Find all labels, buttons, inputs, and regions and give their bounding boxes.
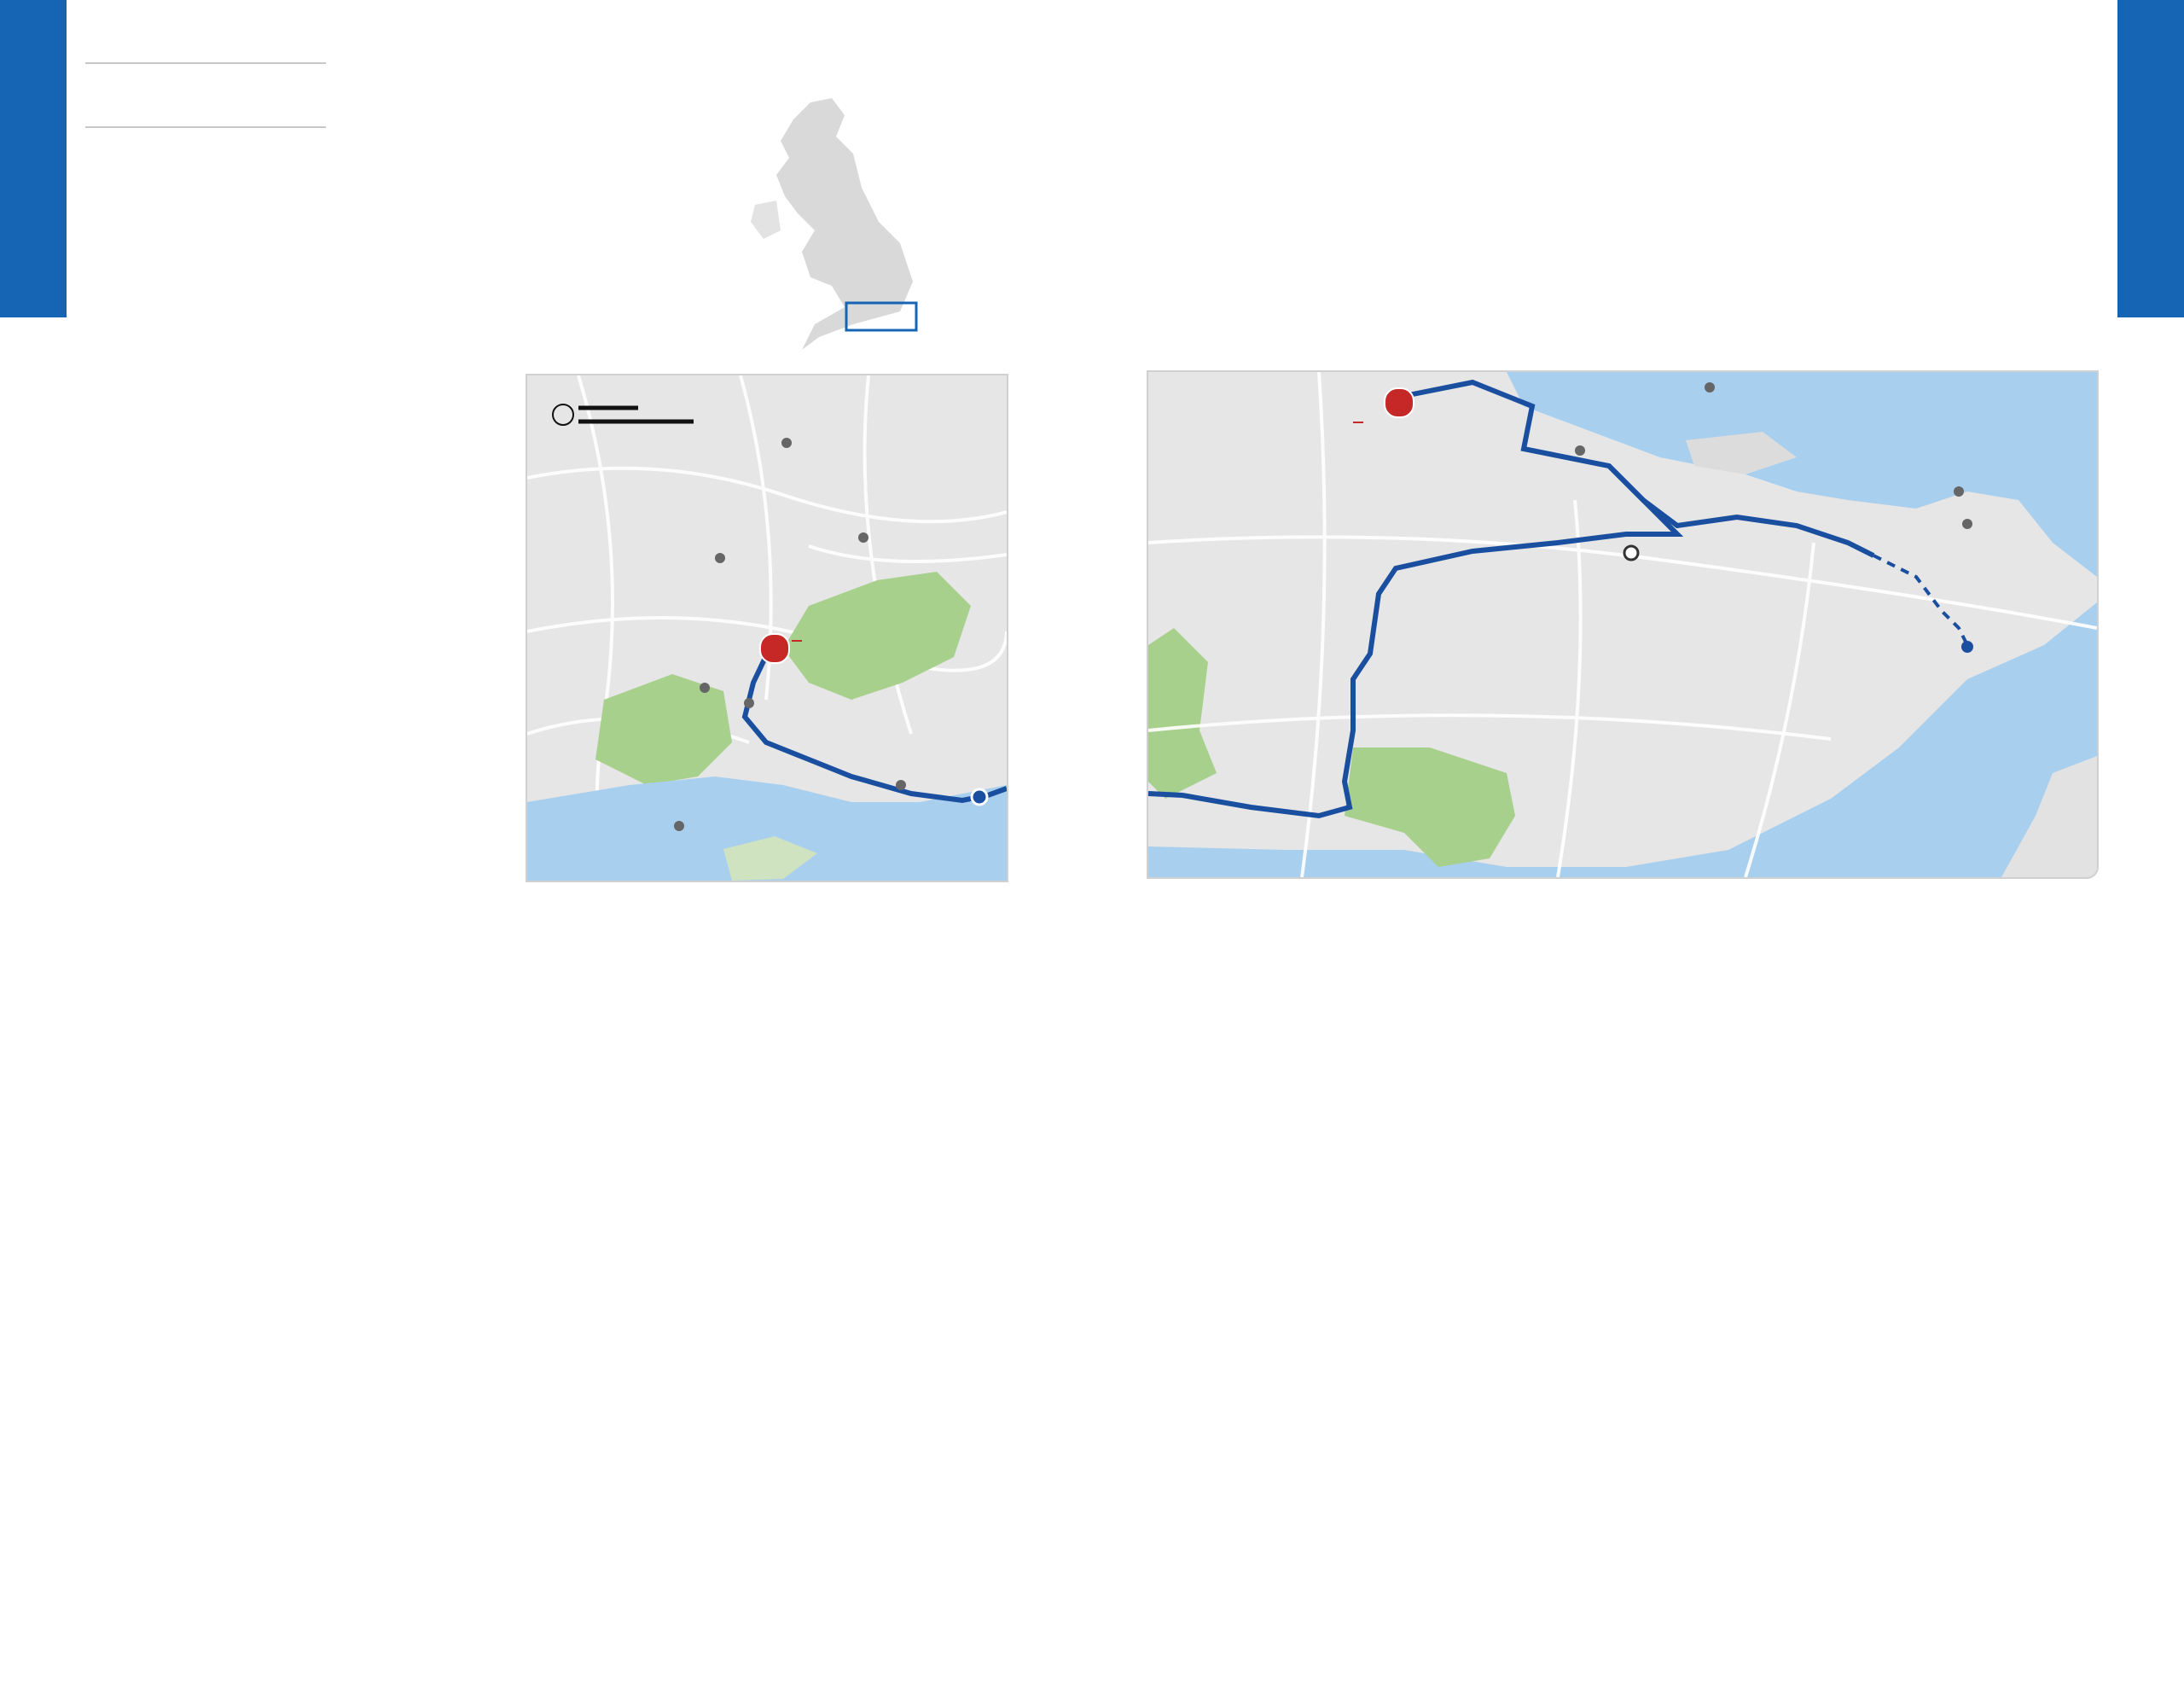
- map-stop-1: [1384, 387, 1414, 418]
- channel-sea: [1148, 602, 2097, 877]
- uk-locator-map: [751, 94, 930, 350]
- south-downs-park: [783, 572, 971, 700]
- right-side-tab: [2117, 0, 2184, 317]
- map-stop-4: [759, 633, 790, 664]
- map-east: [1147, 370, 2099, 879]
- header-rule-bottom: [85, 126, 326, 128]
- map-west: [526, 374, 1008, 882]
- new-forest-park: [595, 674, 732, 785]
- friston-forest-park: [1345, 747, 1515, 867]
- route-line-dover-detour: [1873, 555, 1967, 645]
- start-flag: [1353, 422, 1363, 423]
- left-side-tab: [0, 0, 67, 317]
- map-west-graphics: [527, 375, 1007, 881]
- thames-estuary: [1507, 372, 2097, 577]
- west-sussex-park: [1148, 628, 1217, 799]
- map-east-graphics: [1148, 372, 2097, 877]
- end-flag: [792, 640, 802, 642]
- header-rule-top: [85, 62, 326, 64]
